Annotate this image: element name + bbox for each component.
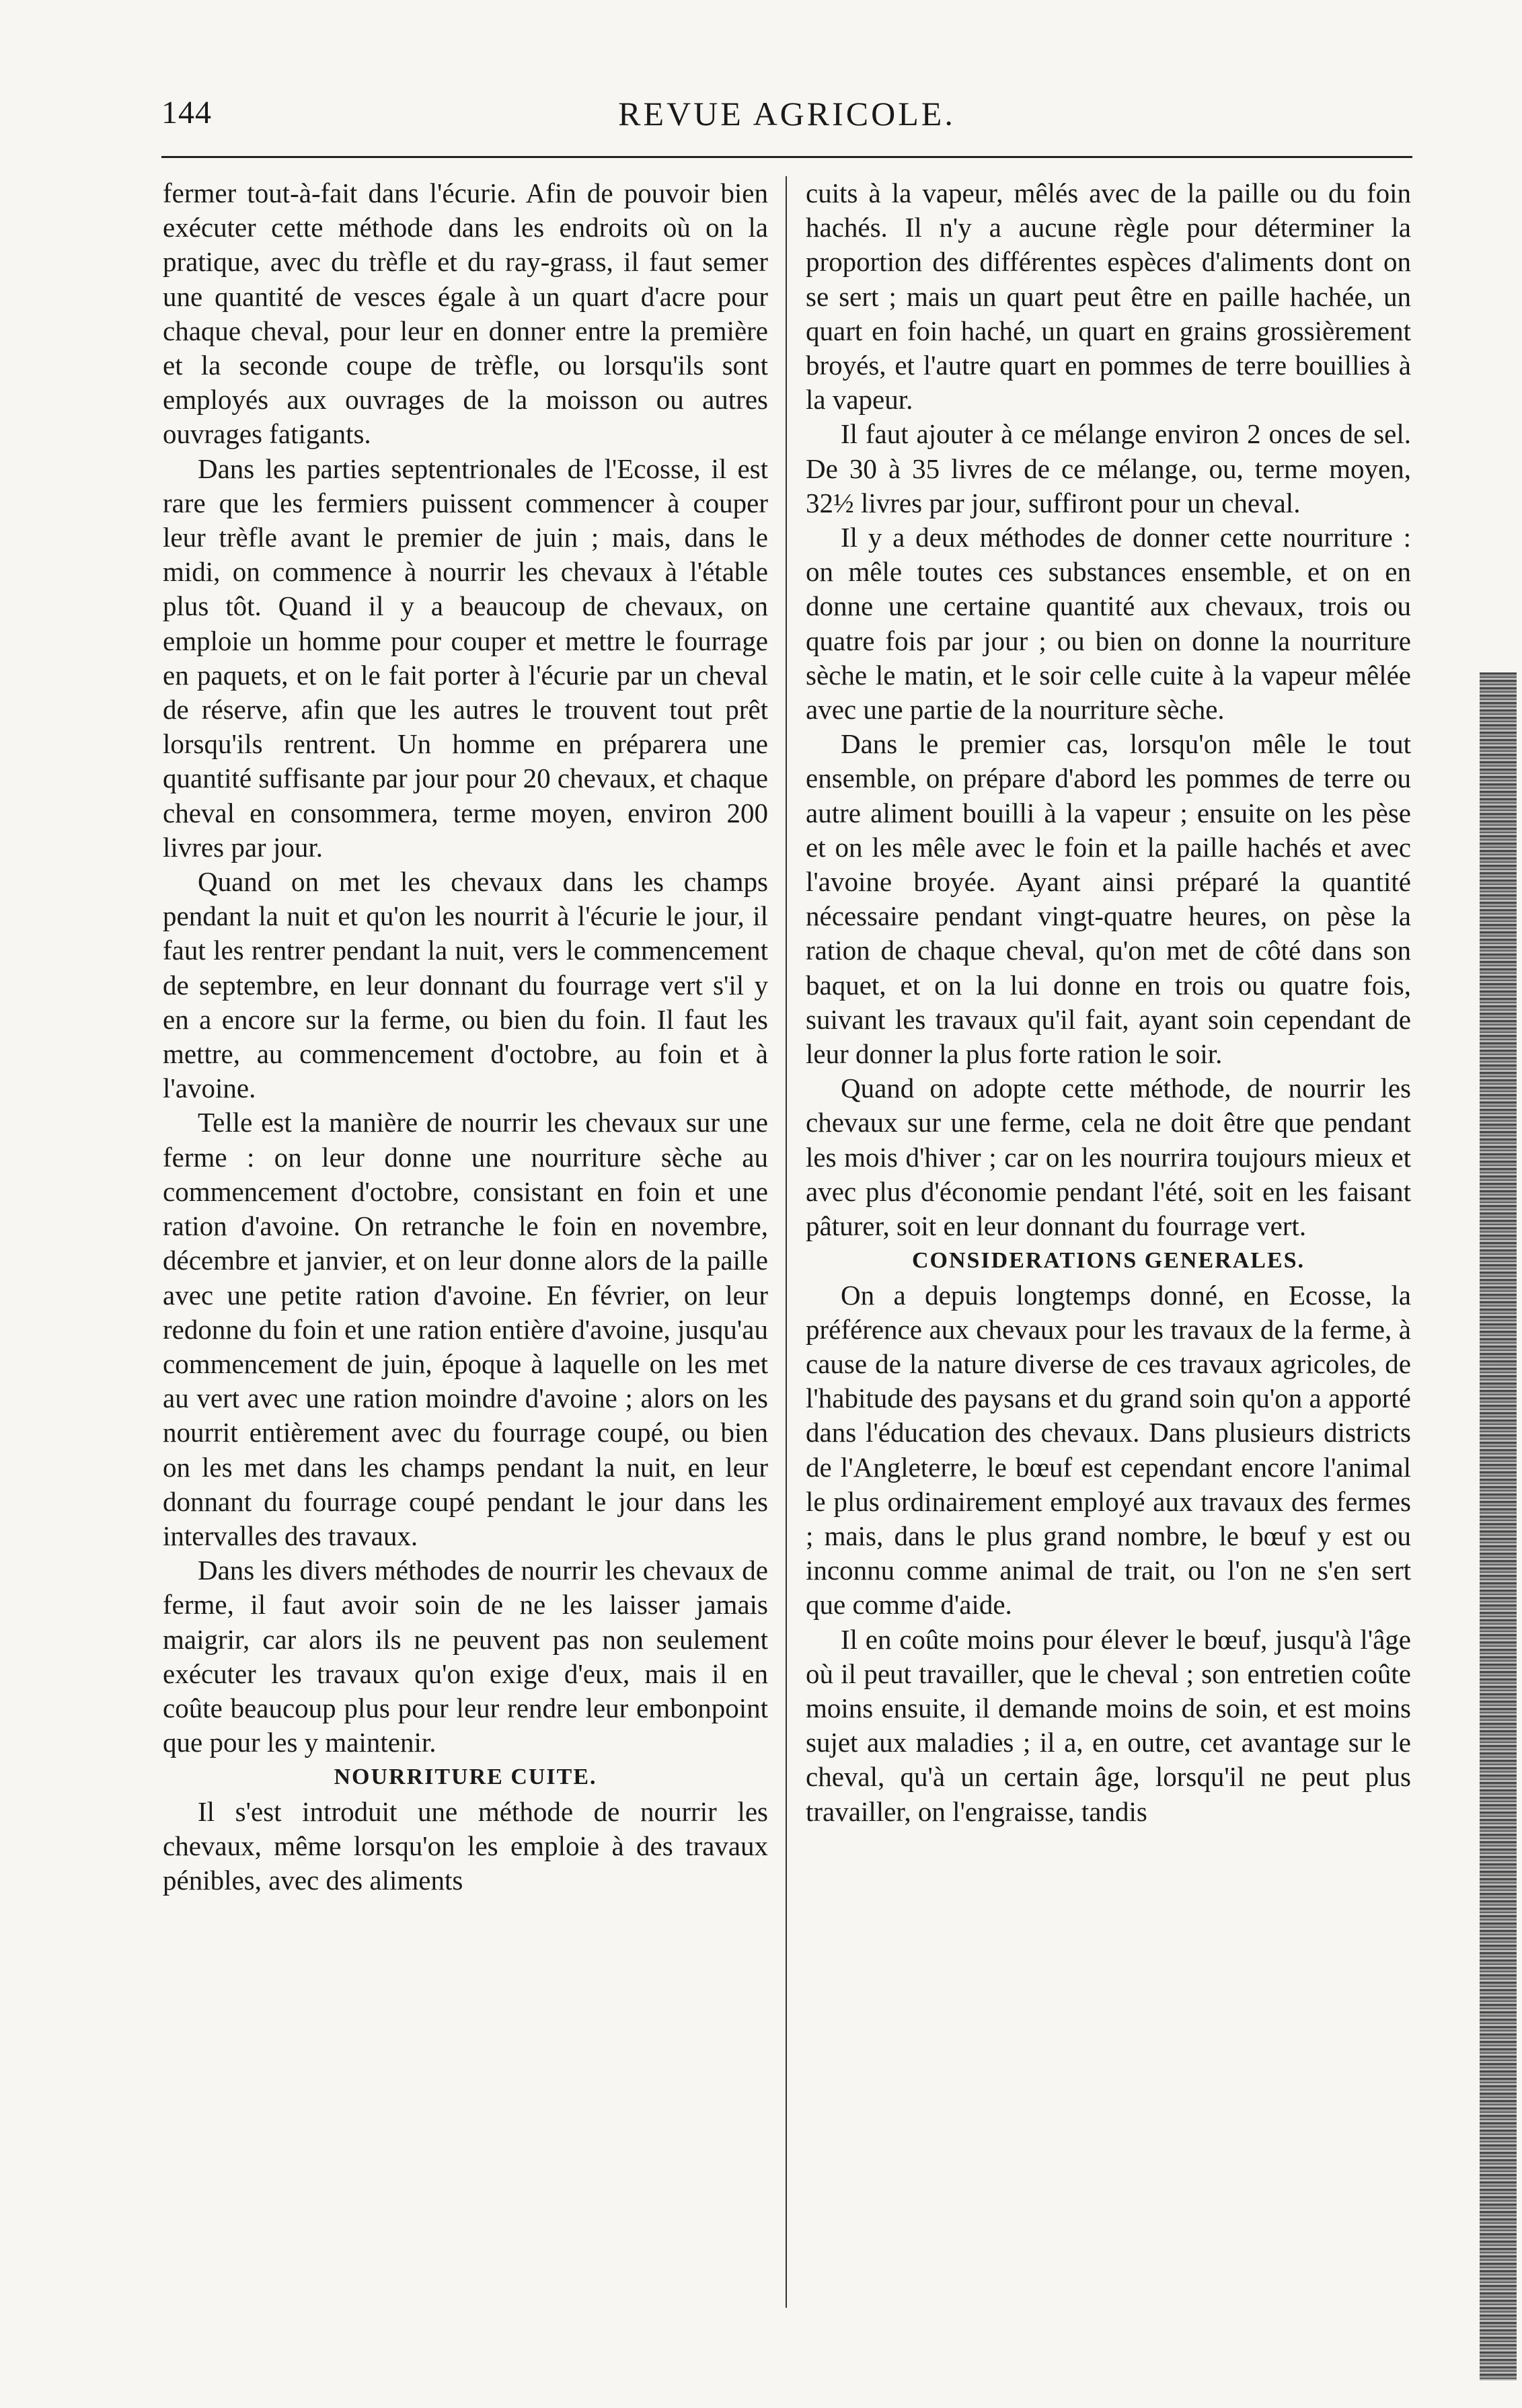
running-title: REVUE AGRICOLE. <box>618 95 956 132</box>
paragraph: On a depuis longtemps donné, en Ecosse, la préférence aux chevaux pour les travaux de la ferme, à cause de la nature diverse de ces travaux agricoles, de l'habitude des paysans et du grand soin qu'on a apporté dans l'éducation des chevaux. Dans plusieurs districts de l'Angleterre, le bœuf est cependant encore l'animal le plus ordinairement employé aux travaux des fermes ; mais, dans le plus grand nombre, le bœuf y est ou inconnu comme animal de trait, ou l'on ne s'en sert que comme d'aide. <box>806 1279 1411 1621</box>
right-column <box>806 176 1411 1829</box>
scan-edge-strip <box>1480 672 1517 2380</box>
page-header <box>161 94 1412 148</box>
paragraph: Quand on adopte cette méthode, de nourrir les chevaux sur une ferme, cela ne doit être que pendant les mois d'hiver ; car on les nourrira toujours mieux et avec plus d'économie pendant l'été, soit en les faisant pâturer, soit en leur donnant du fourrage vert. <box>806 1073 1411 1242</box>
paragraph: Il y a deux méthodes de donner cette nourriture : on mêle toutes ces substances ensemble, et on en donne une certaine quantité aux chevaux, trois ou quatre fois par jour ; ou bien on donne la nourriture sèche le matin, et le soir celle cuite à la vapeur mêlée avec une partie de la nourriture sèche. <box>806 522 1411 726</box>
paragraph: Il en coûte moins pour élever le bœuf, jusqu'à l'âge où il peut travailler, que le cheval ; son entretien coûte moins ensuite, il demande moins de soin, et est moins sujet aux maladies ; il a, en outre, cet avantage sur le cheval, qu'à un certain âge, lorsqu'il ne peut plus travailler, on l'engraisse, tandis <box>806 1623 1411 1827</box>
paragraph: Telle est la manière de nourrir les chevaux sur une ferme : on leur donne une nourriture sèche au commencement d'octobre, consistant en foin et une ration d'avoine. On retranche le foin en novembre, décembre et janvier, et on leur donne alors de la paille avec une petite ration d'avoine. En février, on leur redonne du foin et une ration entière d'avoine, jusqu'au commencement de juin, époque à laquelle on les met au vert avec une ration moindre d'avoine ; alors on les nourrit entièrement avec du fourrage coupé, ou bien on les met dans les champs pendant la nuit, en leur donnant du fourrage coupé pendant le jour dans les intervalles des travaux. <box>163 1107 768 1551</box>
paragraph: Dans les parties septentrionales de l'Ecosse, il est rare que les fermiers puissent commencer à couper leur trèfle avant le premier de juin ; mais, dans le midi, on commence à nourrir les chevaux à l'étable plus tôt. Quand il y a beaucoup de chevaux, on emploie un homme pour couper et mettre le fourrage en paquets, et on le fait porter à l'écurie par un cheval de réserve, afin que les autres le trouvent tout prêt lorsqu'ils rentrent. Un homme en préparera une quantité suffisante par jour pour 20 chevaux, et chaque cheval en consommera, terme moyen, environ 200 livres par jour. <box>163 453 768 863</box>
paragraph: Il faut ajouter à ce mélange environ 2 onces de sel. De 30 à 35 livres de ce mélange, ou, terme moyen, 32½ livres par jour, suffiront pour un cheval. <box>806 418 1411 518</box>
section-heading: CONSIDERATIONS GENERALES. <box>911 1248 1305 1274</box>
paragraph: Dans les divers méthodes de nourrir les chevaux de ferme, il faut avoir soin de ne les laisser jamais maigrir, car alors ils ne peuvent pas non seulement exécuter les travaux qu'on exige d'eux, mais il en coûte beaucoup plus pour leur rendre leur embonpoint que pour les y maintenir. <box>163 1555 768 1758</box>
header-rule <box>161 156 1412 158</box>
left-column <box>163 176 768 1898</box>
paragraph: Dans le premier cas, lorsqu'on mêle le tout ensemble, on prépare d'abord les pommes de terre ou autre aliment bouilli à la vapeur ; ensuite on les pèse et on les mêle avec le foin et la paille hachés et avec l'avoine broyée. Ayant ainsi préparé la quantité nécessaire pendant vingt-quatre heures, on pèse la ration de chaque cheval, qu'on met de côté dans son baquet, et on la lui donne en trois ou quatre fois, suivant les travaux qu'il fait, ayant soin cependant de leur donner la plus forte ration le soir. <box>806 728 1411 1070</box>
paragraph: fermer tout-à-fait dans l'écurie. Afin de pouvoir bien exécuter cette méthode dans les endroits où on la pratique, avec du trèfle et du ray-grass, il faut semer une quantité de vesces égale à un quart d'acre pour chaque cheval, pour leur en donner entre la première et la seconde coupe de trèfle, ou lorsqu'ils sont employés aux ouvrages de la moisson ou autres ouvrages fatigants. <box>163 178 768 450</box>
page-number: 144 <box>161 95 212 130</box>
paragraph: cuits à la vapeur, mêlés avec de la paille ou du foin hachés. Il n'y a aucune règle pour déterminer la proportion des différentes espèces d'aliments dont on se sert ; mais un quart peut être en paille hachée, un quart en foin haché, un quart en grains grossièrement broyés, et l'autre quart en pommes de terre bouillies à la vapeur. <box>806 178 1411 416</box>
paragraph: Il s'est introduit une méthode de nourrir les chevaux, même lorsqu'on les emploie à des travaux pénibles, avec des aliments <box>163 1795 768 1896</box>
section-heading: NOURRITURE CUITE. <box>334 1764 597 1790</box>
column-divider <box>786 176 787 2308</box>
paragraph: Quand on met les chevaux dans les champs pendant la nuit et qu'on les nourrit à l'écurie le jour, il faut les rentrer pendant la nuit, vers le commencement de septembre, en leur donnant du fourrage vert s'il y en a encore sur la ferme, ou bien du foin. Il faut les mettre, au commencement d'octobre, au foin et à l'avoine. <box>163 866 768 1104</box>
